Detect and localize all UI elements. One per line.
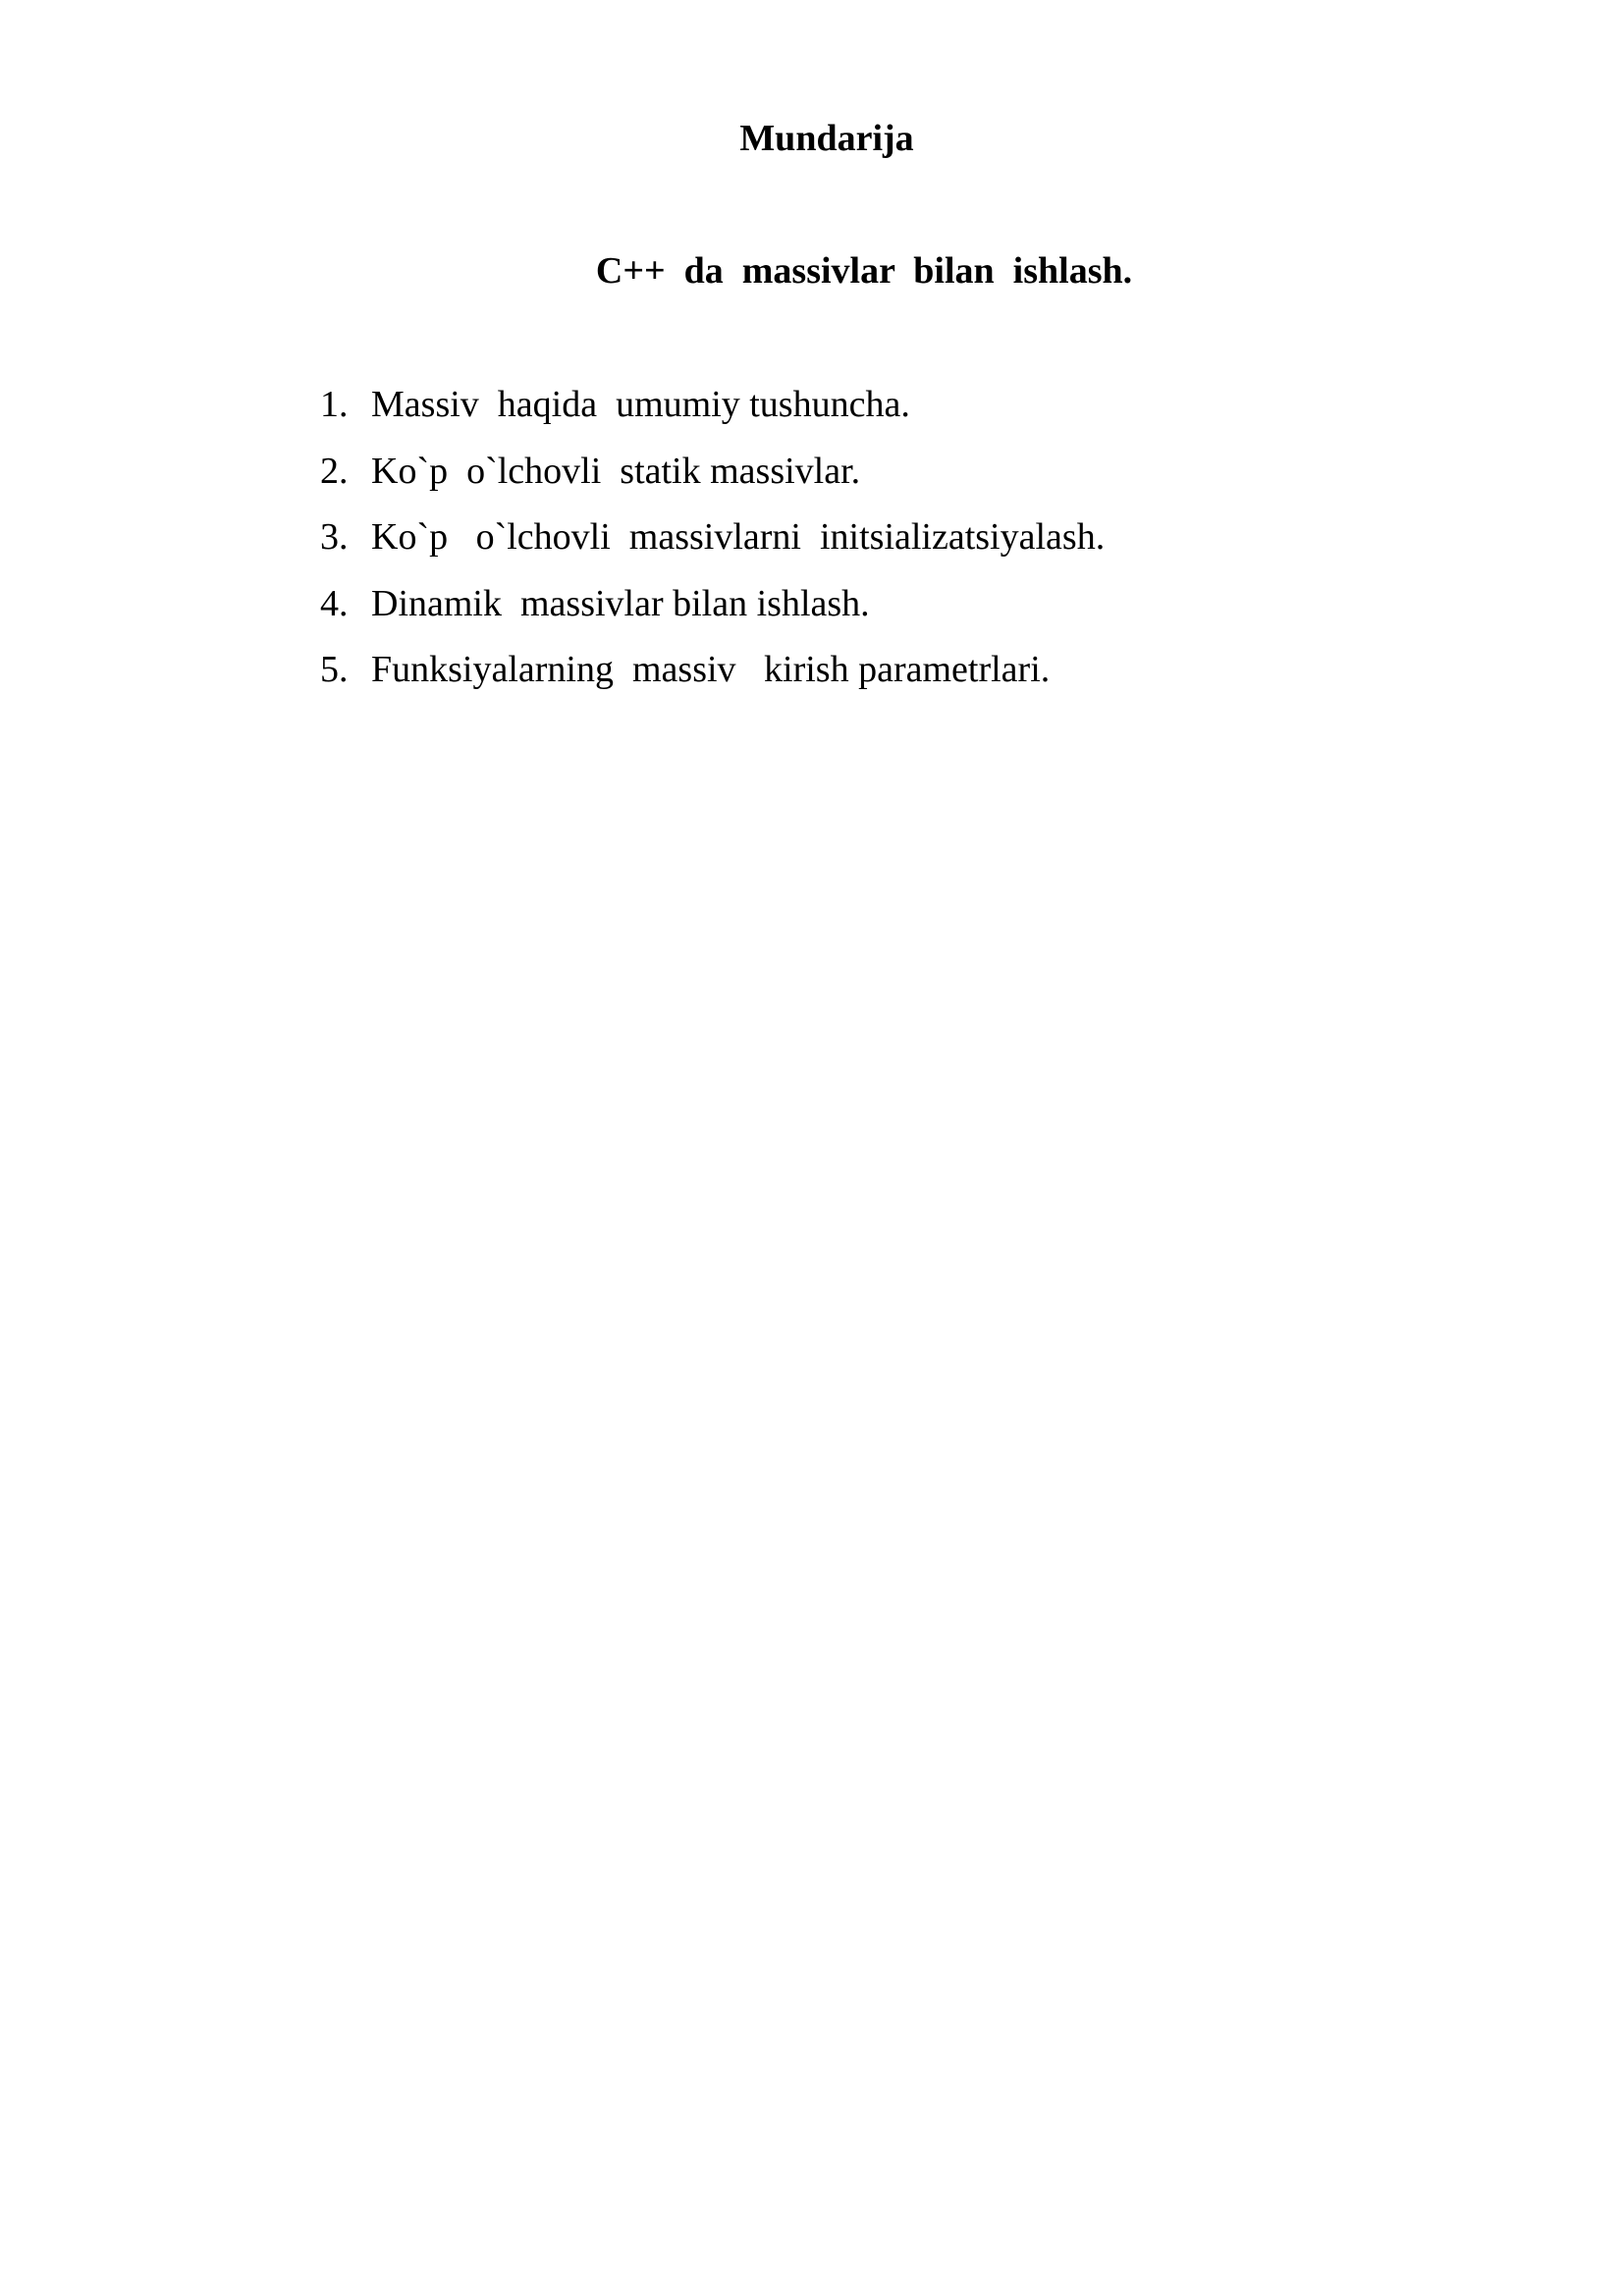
toc-item	[320, 449, 1105, 515]
section-title: C++ da massivlar bilan ishlash.	[595, 250, 1133, 292]
toc-item-number: 5.	[320, 649, 349, 690]
table-of-contents	[320, 382, 1105, 714]
toc-item-text: Funksiyalarning massiv kirish parametrlari.	[371, 649, 1051, 690]
toc-item-text: Massiv haqida umumiy tushuncha.	[371, 384, 910, 425]
toc-item-text: Ko`p o`lchovli massivlarni initsializatsiyalash.	[371, 516, 1106, 558]
toc-item-number: 1.	[320, 384, 349, 425]
page-title: Mundarija	[739, 118, 914, 159]
toc-item-number: 2.	[320, 450, 349, 492]
toc-item-number: 4.	[320, 582, 349, 624]
toc-item	[320, 647, 1105, 714]
toc-item	[320, 514, 1105, 581]
toc-item	[320, 581, 1105, 648]
toc-item-text: Ko`p o`lchovli statik massivlar.	[371, 450, 861, 492]
toc-item	[320, 382, 1105, 449]
toc-item-number: 3.	[320, 516, 349, 558]
toc-item-text: Dinamik massivlar bilan ishlash.	[371, 582, 870, 624]
